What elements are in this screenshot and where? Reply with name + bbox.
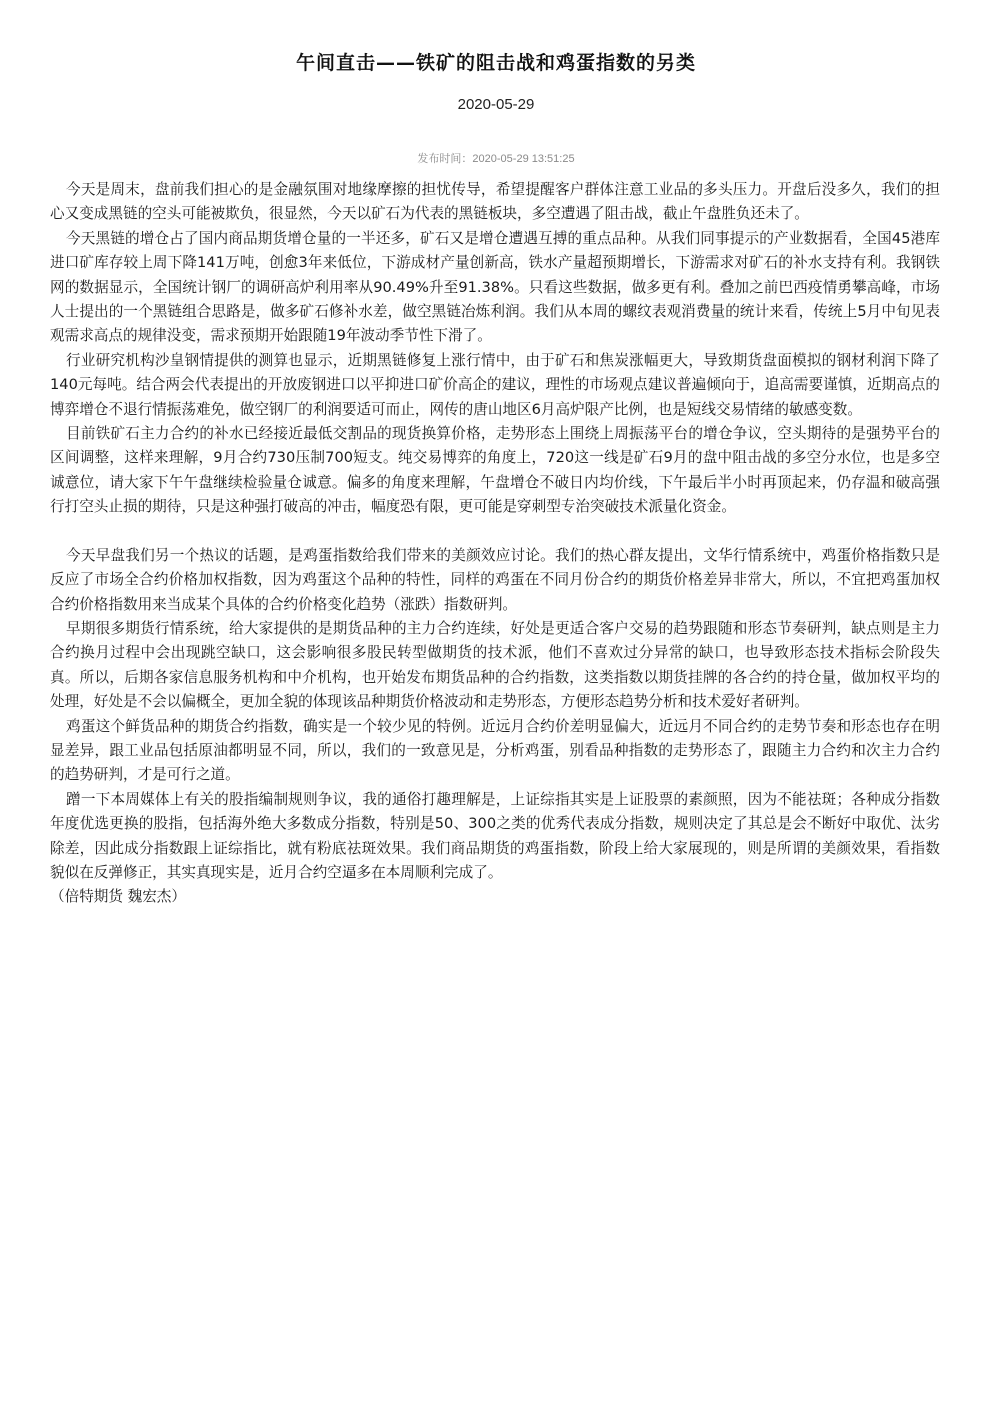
paragraph: 今天是周末，盘前我们担心的是金融氛围对地缘摩擦的担忧传导，希望提醒客户群体注意工业品的多头压力。开盘后没多久，我们的担心又变成黑链的空头可能被欺负，很显然，今天以矿石为代表的黑链板块，多空遭遇了阻击战，截止午盘胜负还未了。 [50, 181, 940, 223]
author-signature: （倍特期货 魏宏杰） [50, 888, 186, 906]
paragraph: 今天早盘我们另一个热议的话题，是鸡蛋指数给我们带来的美颜效应讨论。我们的热心群友提出，文华行情系统中，鸡蛋价格指数只是反应了市场全合约价格加权指数，因为鸡蛋这个品种的特性，同样的鸡蛋在不同月份合约的期货价格差异非常大，所以，不宜把鸡蛋加权合约价格指数用来当成某个具体的合约价格变化趋势（涨跌）指数研判。 [50, 546, 940, 613]
paragraph: 鸡蛋这个鲜货品种的期货合约指数，确实是一个较少见的特例。近远月合约价差明显偏大，近远月不同合约的走势节奏和形态也存在明显差异，跟工业品包括原油都明显不同，所以，我们的一致意见是，分析鸡蛋，别看品种指数的走势形态了，跟随主力合约和次主力合约的趋势研判，才是可行之道。 [50, 717, 940, 784]
paragraph: 目前铁矿石主力合约的补水已经接近最低交割品的现货换算价格，走势形态上围绕上周振荡平台的增仓争议，空头期待的是强势平台的区间调整，这样来理解，9月合约730压制700短支。纯交易博弈的角度上，720这一线是矿石9月的盘中阻击战的多空分水位，也是多空诚意位，请大家下午午盘继续检验量仓诚意。偏多的角度来理解，午盘增仓不破日内均价线，下午最后半小时再顶起来，仍存温和破高强行打空头止损的期待，只是这种强打破高的冲击，幅度恐有限，更可能是穿刺型专治突破技术派量化资金。 [50, 425, 940, 516]
paragraph: 早期很多期货行情系统，给大家提供的是期货品种的主力合约连续，好处是更适合客户交易的趋势跟随和形态节奏研判，缺点则是主力合约换月过程中会出现跳空缺口，这会影响很多股民转型做期货的技术派，他们不喜欢过分异常的缺口，也导致形态技术指标会阶段失真。所以，后期各家信息服务机构和中介机构，也开始发布期货品种的合约指数，这类指数以期货挂牌的各合约的持仓量，做加权平均的处理，好处是不会以偏概全，更加全貌的体现该品种期货价格波动和走势形态，方便形态趋势分析和技术爱好者研判。 [50, 619, 940, 711]
article-title: 午间直击——铁矿的阻击战和鸡蛋指数的另类 [295, 52, 696, 74]
paragraph: 今天黑链的增仓占了国内商品期货增仓量的一半还多，矿石又是增仓遭遇互搏的重点品种。从我们同事提示的产业数据看，全国45港库进口矿库存较上周下降141万吨，创愈3年来低位，下游成材产量创新高，铁水产量超预期增长，下游需求对矿石的补水支持有利。我钢铁网的数据显示，全国统计钢厂的调研高炉利用率从90.49%升至91.38%。只看这些数据，做多更有利。叠加之前巴西疫情勇攀高峰，市场人士提出的一个黑链组合思路是，做多矿石修补水差，做空黑链冶炼利润。我们从本周的螺纹表观消费量的统计来看，传统上5月中旬见表观需求高点的规律没变，需求预期开始跟随19年波动季节性下滑了。 [50, 229, 940, 345]
article-date: 2020-05-29 [457, 96, 535, 113]
publish-time: 发布时间：2020-05-29 13:51:25 [417, 153, 575, 165]
article-body [50, 178, 940, 910]
paragraph: 蹭一下本周媒体上有关的股指编制规则争议，我的通俗打趣理解是，上证综指其实是上证股票的素颜照，因为不能祛斑；各种成分指数年度优选更换的股指，包括海外绝大多数成分指数，特别是50、300之类的优秀代表成分指数，规则决定了其总是会不断好中取优、汰劣除差，因此成分指数跟上证综指比，就有粉底祛斑效果。我们商品期货的鸡蛋指数，阶段上给大家展现的，则是所谓的美颜效果，看指数貌似在反弹修正，其实真现实是，近月合约空逼多在本周顺利完成了。 [50, 790, 940, 881]
paragraph-gap [50, 520, 940, 544]
paragraph: 行业研究机构沙皇钢情提供的测算也显示，近期黑链修复上涨行情中，由于矿石和焦炭涨幅更大，导致期货盘面模拟的钢材利润下降了140元每吨。结合两会代表提出的开放废钢进口以平抑进口矿价高企的建议，理性的市场观点建议普遍倾向于，追高需要谨慎，近期高点的博弈增仓不退行情振荡难免，做空钢厂的利润要适可而止，网传的唐山地区6月高炉限产比例，也是短线交易情绪的敏感变数。 [50, 351, 940, 418]
